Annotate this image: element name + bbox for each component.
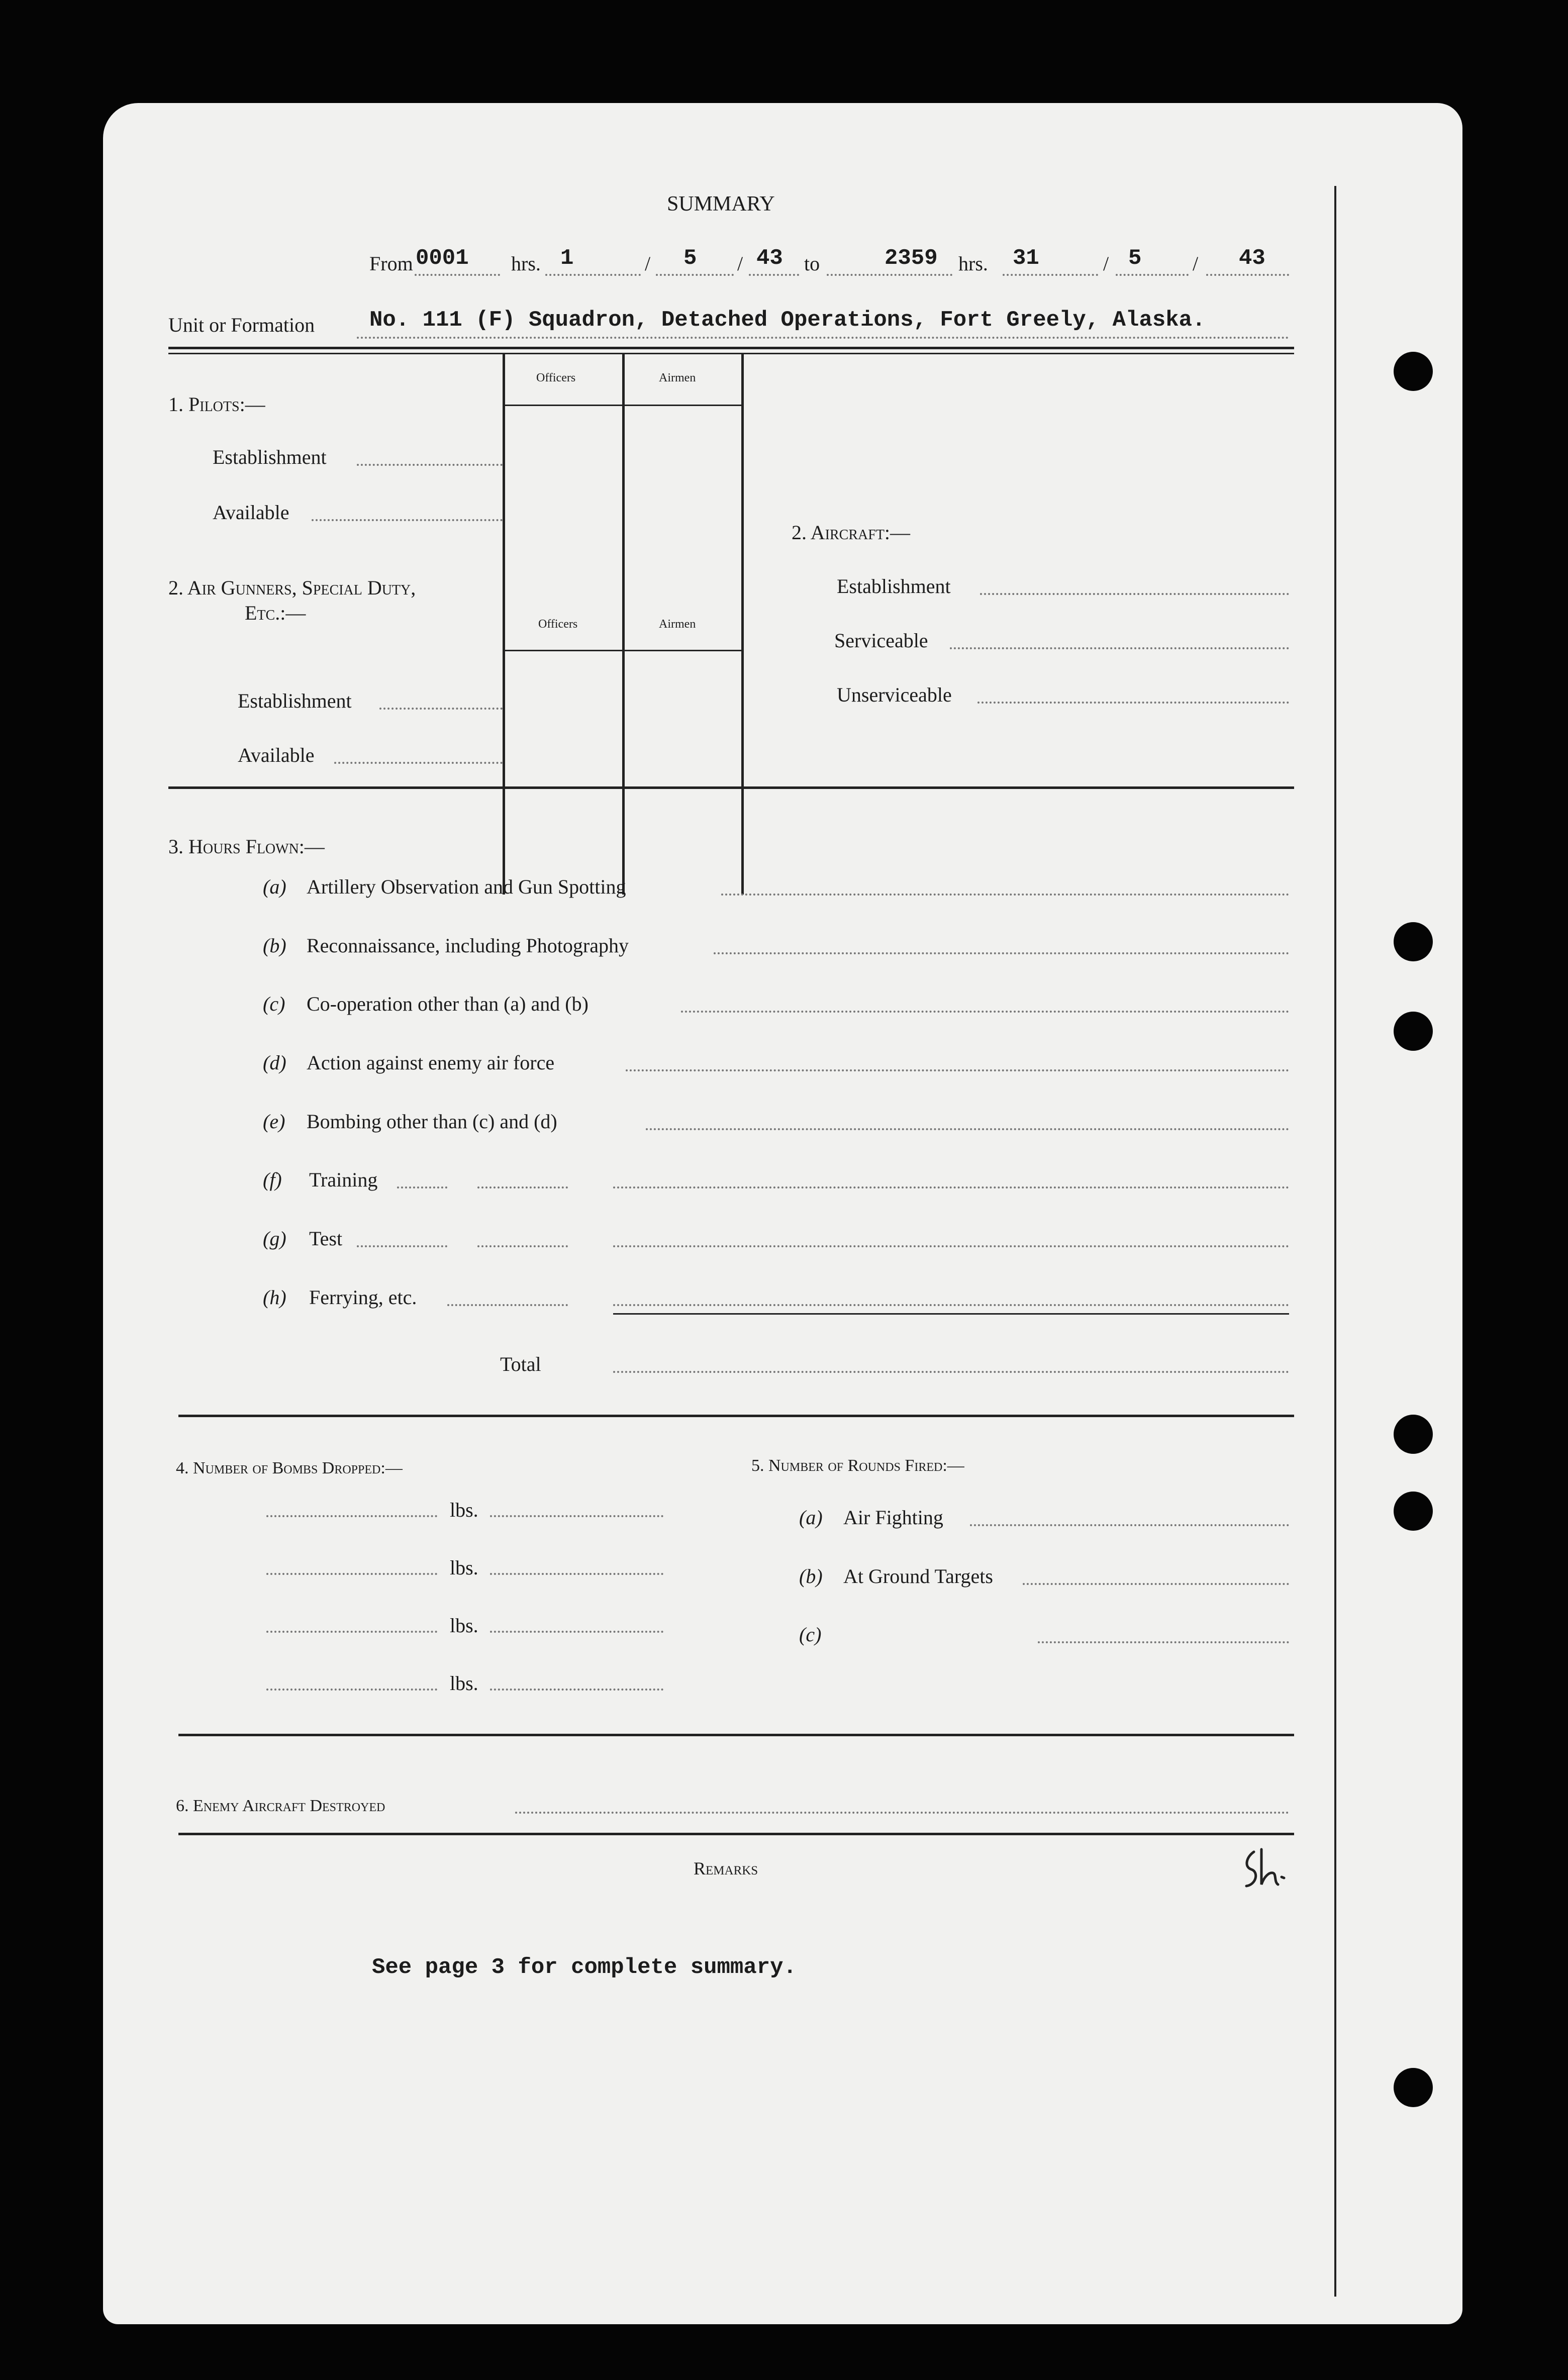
hours-letter-d: (d) [263, 1051, 286, 1074]
to-year-line [1206, 274, 1289, 276]
remarks-heading: Remarks [694, 1858, 758, 1878]
divider-2 [168, 786, 1294, 789]
hours-letter-b: (b) [263, 934, 286, 957]
hours-item-e: Bombing other than (c) and (d) [307, 1110, 557, 1133]
hours-line-c [681, 1011, 1289, 1013]
pilots-available: Available [213, 501, 289, 524]
from-time: 0001 [416, 246, 469, 271]
to-month-line [1116, 274, 1189, 276]
table-col-line-2 [622, 354, 625, 895]
hours-item-h: Ferrying, etc. [309, 1286, 417, 1309]
hours-line-e [646, 1128, 1289, 1130]
gunners-establishment: Establishment [238, 689, 352, 712]
hours-line-f-1 [397, 1186, 447, 1188]
bombs-line-2 [266, 1573, 437, 1575]
pilots-col-airmen: Airmen [659, 371, 696, 384]
rounds-line-b [1023, 1583, 1289, 1585]
gunners-establishment-line [379, 708, 503, 710]
hours-letter-h: (h) [263, 1286, 286, 1309]
to-time-line [827, 274, 952, 276]
punch-hole [1394, 922, 1433, 961]
gunners-heading-2: Etc.:— [245, 602, 306, 624]
hours-letter-a: (a) [263, 875, 286, 898]
hours-letter-g: (g) [263, 1227, 286, 1250]
aircraft-serviceable-line [950, 647, 1289, 649]
gunners-heading-1: 2. Air Gunners, Special Duty, [168, 576, 416, 599]
rounds-line-a [970, 1524, 1289, 1526]
table-header-line-2 [503, 650, 744, 651]
from-year: 43 [756, 246, 783, 271]
hours-line-b [714, 952, 1289, 954]
from-time-line [415, 274, 500, 276]
slash-4: / [1193, 252, 1199, 275]
hours-line-g-3 [613, 1245, 1289, 1247]
from-label: From [369, 252, 413, 275]
to-hrs-label: hrs. [958, 252, 988, 275]
hours-total-label: Total [500, 1353, 541, 1375]
unit-line [357, 337, 1289, 339]
pilots-establishment-line [357, 464, 503, 466]
rounds-item-b: At Ground Targets [843, 1565, 993, 1588]
bombs-line-1 [266, 1515, 437, 1517]
bombs-lbs-4: lbs. [450, 1672, 478, 1695]
hours-item-c: Co-operation other than (a) and (b) [307, 993, 589, 1015]
hours-heading: 3. Hours Flown:— [168, 835, 325, 858]
enemy-heading: 6. Enemy Aircraft Destroyed [176, 1797, 385, 1815]
hours-line-g-2 [477, 1245, 568, 1247]
to-time: 2359 [885, 246, 938, 271]
table-col-line-1 [503, 354, 505, 895]
pilots-col-officers: Officers [536, 371, 576, 384]
rounds-letter-b: (b) [799, 1565, 823, 1588]
pilots-establishment: Establishment [213, 446, 327, 468]
bombs-lbs-2: lbs. [450, 1556, 478, 1579]
hours-item-d: Action against enemy air force [307, 1051, 555, 1074]
remarks-text: See page 3 for complete summary. [372, 1955, 797, 1980]
gunners-available-line [334, 762, 503, 764]
aircraft-serviceable: Serviceable [834, 629, 928, 652]
aircraft-establishment-line [980, 593, 1289, 595]
hours-total-rule [613, 1313, 1289, 1315]
rounds-item-a: Air Fighting [843, 1506, 943, 1529]
aircraft-unserviceable: Unserviceable [837, 683, 952, 706]
gunners-col-officers: Officers [538, 618, 578, 631]
to-label: to [804, 252, 820, 275]
divider-5 [178, 1833, 1294, 1835]
table-header-line-1 [503, 405, 744, 406]
unit-value: No. 111 (F) Squadron, Detached Operations, Fort Greely, Alaska. [369, 308, 1206, 333]
to-year: 43 [1239, 246, 1265, 271]
aircraft-unserviceable-line [977, 702, 1289, 704]
slash-1: / [645, 252, 651, 275]
bombs-line-3 [266, 1631, 437, 1633]
slash-2: / [737, 252, 743, 275]
from-day: 1 [560, 246, 574, 271]
hours-item-g: Test [309, 1227, 343, 1250]
rounds-letter-c: (c) [799, 1623, 822, 1646]
enemy-line [515, 1812, 1289, 1814]
hours-line-h-1 [447, 1304, 568, 1306]
bombs-value-line-2 [490, 1573, 663, 1575]
from-month-line [656, 274, 734, 276]
hours-item-a: Artillery Observation and Gun Spotting [307, 875, 626, 898]
gunners-available: Available [238, 744, 315, 766]
hours-line-f-2 [477, 1186, 568, 1188]
hours-item-b: Reconnaissance, including Photography [307, 934, 629, 957]
pilots-available-line [312, 519, 503, 521]
aircraft-heading: 2. Aircraft:— [792, 521, 911, 544]
pilots-heading: 1. Pilots:— [168, 393, 265, 416]
bombs-value-line-1 [490, 1515, 663, 1517]
from-day-line [545, 274, 641, 276]
hours-line-d [626, 1069, 1289, 1071]
divider-3 [178, 1415, 1294, 1417]
punch-hole [1394, 1415, 1433, 1454]
bombs-value-line-4 [490, 1689, 663, 1691]
from-month: 5 [683, 246, 697, 271]
punch-hole [1394, 352, 1433, 391]
to-day-line [1003, 274, 1098, 276]
slash-3: / [1103, 252, 1109, 275]
divider-4 [178, 1734, 1294, 1736]
rounds-letter-a: (a) [799, 1506, 823, 1529]
hours-line-g-1 [357, 1245, 447, 1247]
bombs-lbs-1: lbs. [450, 1499, 478, 1521]
summary-form-page [103, 103, 1462, 2324]
hours-letter-e: (e) [263, 1110, 285, 1133]
bombs-value-line-3 [490, 1631, 663, 1633]
to-day: 31 [1013, 246, 1039, 271]
divider-top-2 [168, 353, 1294, 354]
hours-line-f-3 [613, 1186, 1289, 1188]
punch-hole [1394, 1012, 1433, 1051]
bombs-heading: 4. Number of Bombs Dropped:— [176, 1459, 403, 1477]
punch-hole [1394, 2068, 1433, 2107]
hours-line-a [721, 894, 1289, 896]
gunners-col-airmen: Airmen [659, 618, 696, 631]
to-month: 5 [1128, 246, 1142, 271]
punch-hole [1394, 1492, 1433, 1531]
margin-rule [1334, 186, 1336, 2297]
hours-total-line [613, 1371, 1289, 1373]
hrs-label: hrs. [511, 252, 541, 275]
bombs-lbs-3: lbs. [450, 1614, 478, 1637]
hours-line-h-2 [613, 1304, 1289, 1306]
divider-top [168, 347, 1294, 349]
unit-label: Unit or Formation [168, 314, 315, 336]
from-year-line [749, 274, 799, 276]
hours-item-f: Training [309, 1168, 378, 1191]
rounds-heading: 5. Number of Rounds Fired:— [751, 1456, 964, 1475]
aircraft-establishment: Establishment [837, 575, 951, 598]
table-col-line-3 [741, 354, 744, 895]
hours-letter-f: (f) [263, 1168, 282, 1191]
page-title: SUMMARY [667, 192, 775, 216]
hours-letter-c: (c) [263, 993, 285, 1015]
bombs-line-4 [266, 1689, 437, 1691]
rounds-line-c [1038, 1641, 1289, 1643]
initials-signature [1234, 1842, 1294, 1897]
